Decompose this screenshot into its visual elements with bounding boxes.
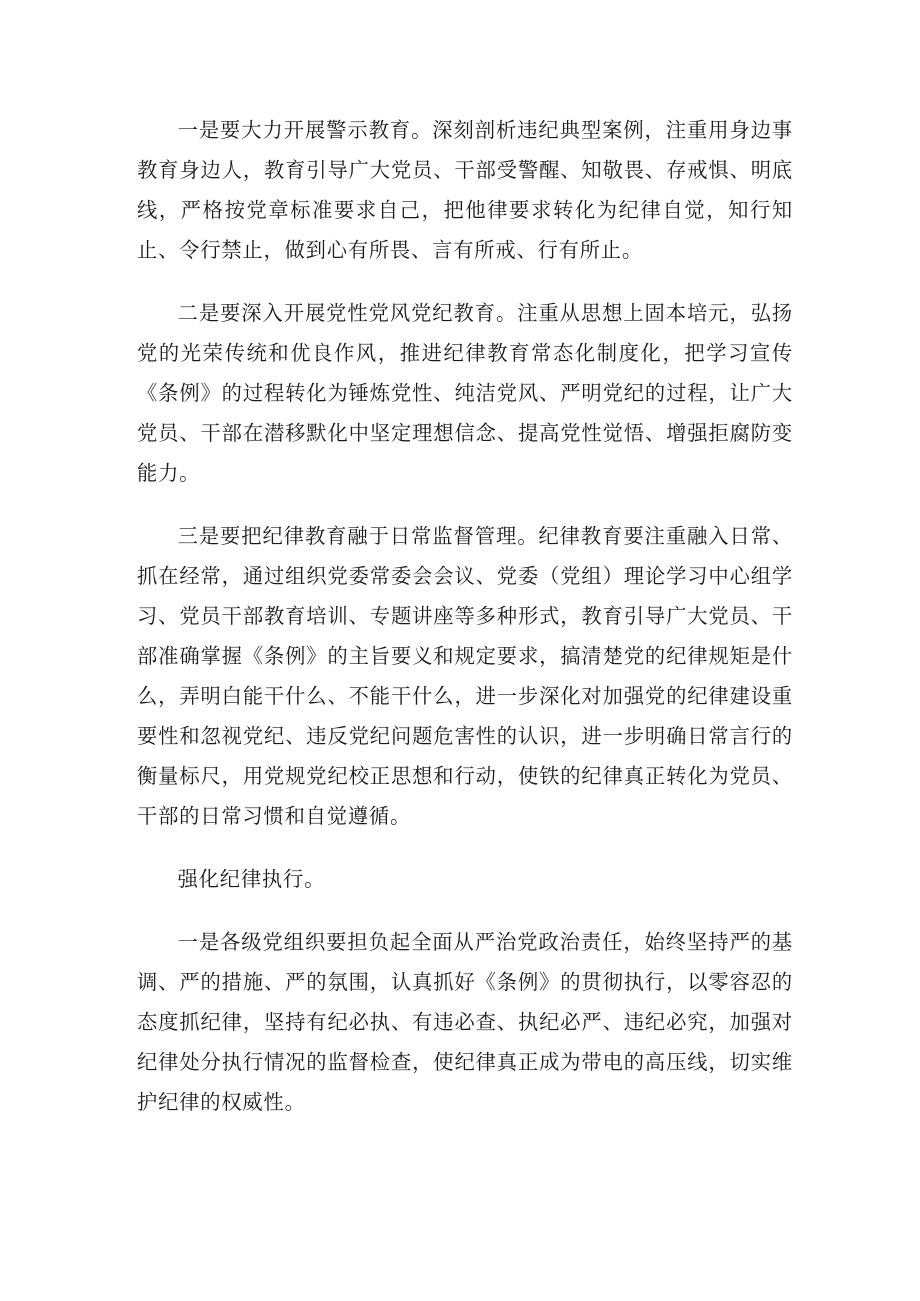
- document-body: [137, 110, 793, 1145]
- paragraph-party-organization-responsibility: 一是各级党组织要担负起全面从严治党政治责任，始终坚持严的基调、严的措施、严的氛围，认真抓好《条例》的贯彻执行，以零容忍的态度抓纪律，坚持有纪必执、有违必查、执纪必严、违纪必究，加强对纪律处分执行情况的监督检查，使纪律真正成为带电的高压线，切实维护纪律的权威性。: [137, 930, 793, 1114]
- section-heading-strengthen-discipline: 强化纪律执行。: [177, 867, 326, 891]
- paragraph-party-spirit-education: 二是要深入开展党性党风党纪教育。注重从思想上固本培元，弘扬党的光荣传统和优良作风，推进纪律教育常态化制度化，把学习宣传《条例》的过程转化为锤炼党性、纯洁党风、严明党纪的过程，让广大党员、干部在潜移默化中坚定理想信念、提高党性觉悟、增强拒腐防变能力。: [137, 301, 793, 485]
- paragraph-daily-supervision: 三是要把纪律教育融于日常监督管理。纪律教育要注重融入日常、抓在经常，通过组织党委常委会会议、党委（党组）理论学习中心组学习、党员干部教育培训、专题讲座等多种形式，教育引导广大党员、干部准确掌握《条例》的主旨要义和规定要求，搞清楚党的纪律规矩是什么，弄明白能干什么、不能干什么，进一步深化对加强党的纪律建设重要性和忽视党纪、违反党纪问题危害性的认识，进一步明确日常言行的衡量标尺，用党规党纪校正思想和行动，使铁的纪律真正转化为党员、干部的日常习惯和自觉遵循。: [137, 524, 793, 828]
- paragraph-warning-education: 一是要大力开展警示教育。深刻剖析违纪典型案例，注重用身边事教育身边人，教育引导广大党员、干部受警醒、知敬畏、存戒惧、明底线，严格按党章标准要求自己，把他律要求转化为纪律自觉，知行知止、令行禁止，做到心有所畏、言有所戒、行有所止。: [137, 118, 793, 262]
